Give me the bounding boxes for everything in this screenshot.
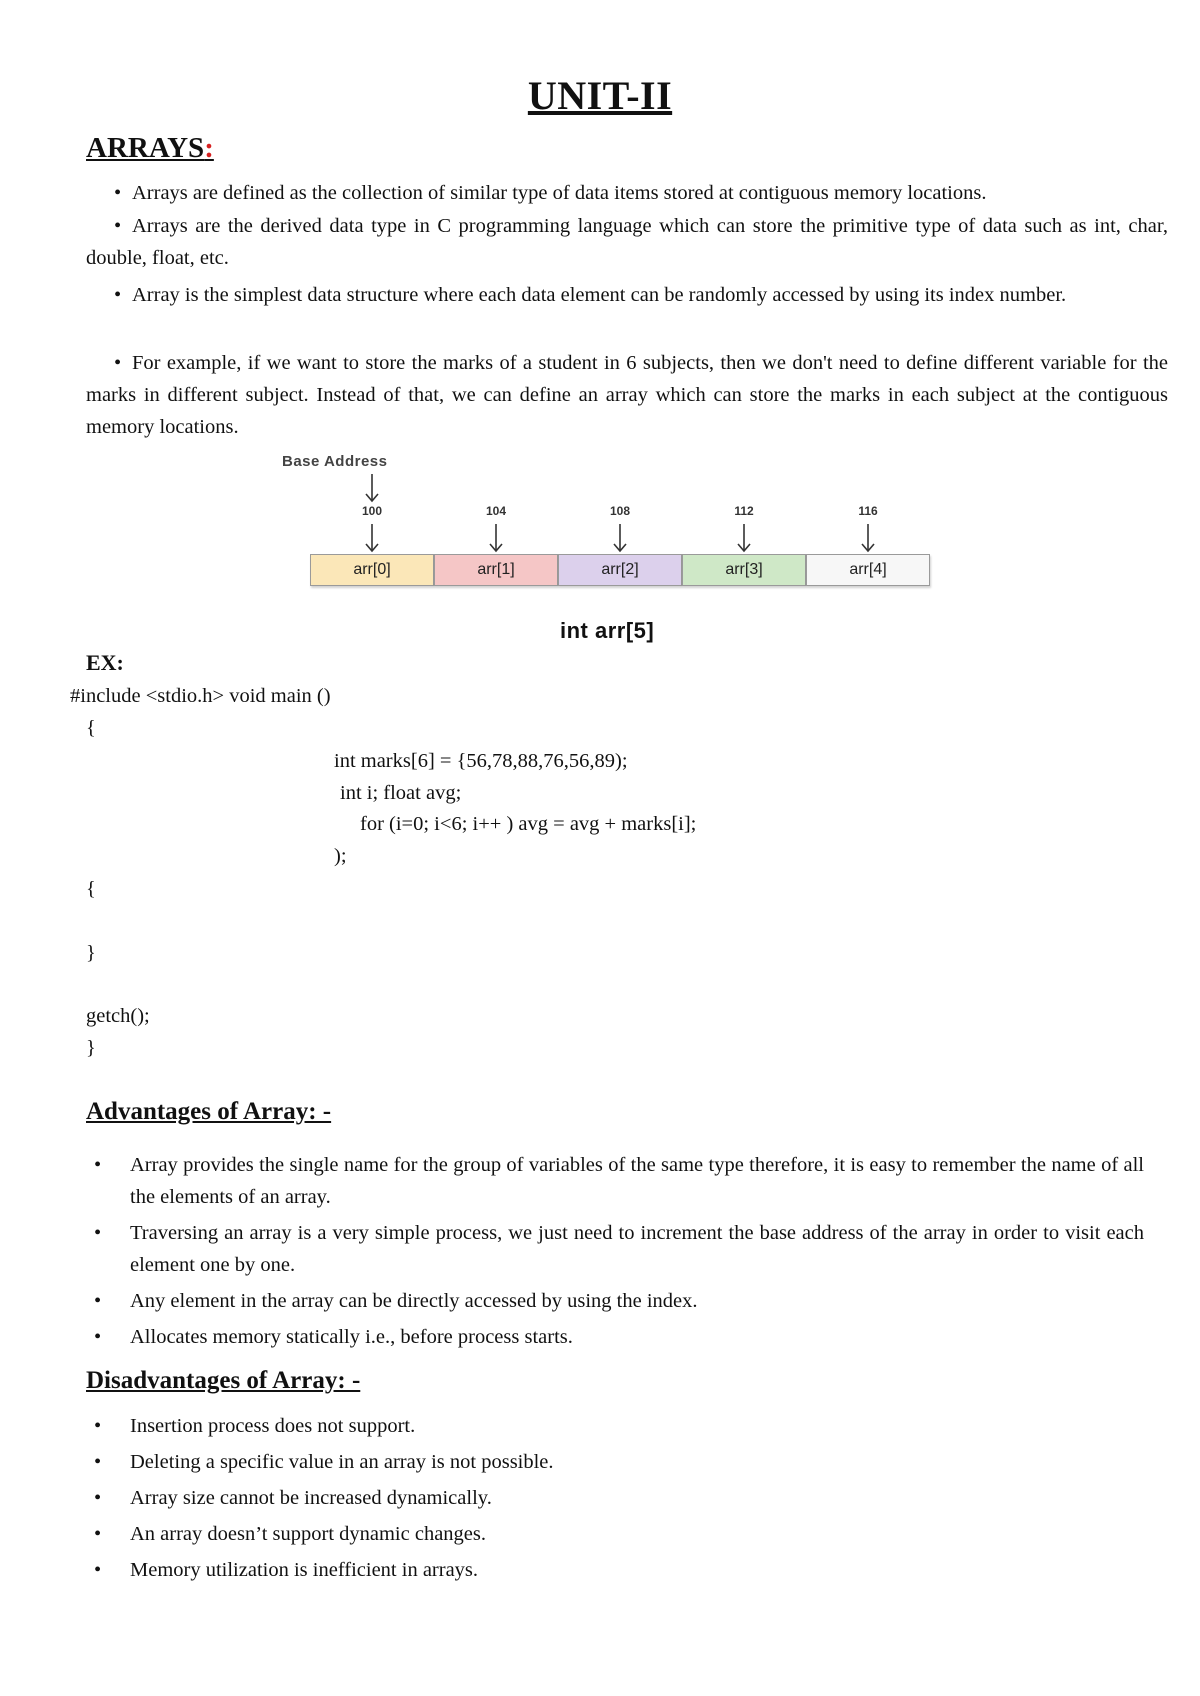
code-line: getch(); [86,1005,150,1027]
disadvantages-heading: Disadvantages of Array: - [86,1367,361,1394]
intro-bullet-1: • Arrays are defined as the collection of similar type of data items stored at contiguous memory locations. [86,177,1168,209]
diagram-caption: int arr[5] [560,618,655,643]
disadvantages-list [86,1410,1144,1590]
address-label: 112 [734,504,754,518]
bullet-dot: • [94,1290,102,1312]
code-line: } [86,942,96,964]
array-cell: arr[1] [434,554,558,586]
address-label: 116 [858,504,878,518]
bullet-dot: • [94,1523,102,1545]
code-line: for (i=0; i<6; i++ ) avg = avg + marks[i]; [360,813,697,835]
list-item: • Any element in the array can be directly accessed by using the index. [86,1285,1144,1317]
advantages-list [86,1149,1144,1357]
array-cell: arr[3] [682,554,806,586]
array-memory-diagram [250,444,950,654]
bullet-dot: • [114,284,122,306]
bullet-dot: • [114,215,122,237]
list-item: • Insertion process does not support. [86,1410,1144,1442]
bullet-dot: • [114,352,122,374]
code-line: int marks[6] = {56,78,88,76,56,89); [334,750,628,772]
address-label: 108 [609,504,631,518]
list-item: • Traversing an array is a very simple process, we just need to increment the base address of the array in order to visit each element one by one. [86,1217,1144,1281]
list-item: • An array doesn’t support dynamic changes. [86,1518,1144,1550]
bullet-dot: • [94,1487,102,1509]
advantages-heading: Advantages of Array: - [86,1098,332,1125]
bullet-dot: • [114,182,122,204]
base-address-label: Base Address [282,453,388,470]
intro-bullet-2: • Arrays are the derived data type in C programming language which can store the primitive type of data such as int, char, double, float, etc. [86,210,1168,274]
arrays-heading [86,132,214,165]
list-item: • Memory utilization is inefficient in arrays. [86,1554,1144,1586]
example-label: EX: [86,650,124,675]
bullet-dot: • [94,1559,102,1581]
address-label: 104 [485,504,507,518]
address-label: 100 [361,504,383,518]
list-item: • Array size cannot be increased dynamically. [86,1482,1144,1514]
code-line: { [86,878,96,900]
code-line: int i; float avg; [340,782,462,804]
array-cell: arr[4] [806,554,930,586]
array-cell: arr[2] [558,554,682,586]
bullet-dot: • [94,1326,102,1348]
code-line: ); [334,845,347,867]
code-line: } [86,1037,96,1059]
intro-bullet-3: • Array is the simplest data structure where each data element can be randomly accessed by using its index number. [86,279,1168,311]
list-item: • Array provides the single name for the group of variables of the same type therefore, it is easy to remember the name of all the elements of an array. [86,1149,1144,1213]
page-title: UNIT-II [527,73,673,118]
array-cell: arr[0] [310,554,434,586]
list-item: • Deleting a specific value in an array is not possible. [86,1446,1144,1478]
bullet-dot: • [94,1222,102,1244]
code-line: #include <stdio.h> void main () [70,685,331,707]
code-line: { [86,717,96,739]
list-item: • Allocates memory statically i.e., before process starts. [86,1321,1144,1353]
intro-bullet-4: • For example, if we want to store the marks of a student in 6 subjects, then we don't need to define different variable for the marks in different subject. Instead of that, we can define an array which can store the marks in each subject at the contiguous memory locations. [86,347,1168,443]
arrays-heading-word: ARRAYS [86,132,205,164]
bullet-dot: • [94,1415,102,1437]
arrays-heading-colon: : [204,132,214,164]
bullet-dot: • [94,1154,102,1176]
bullet-dot: • [94,1451,102,1473]
